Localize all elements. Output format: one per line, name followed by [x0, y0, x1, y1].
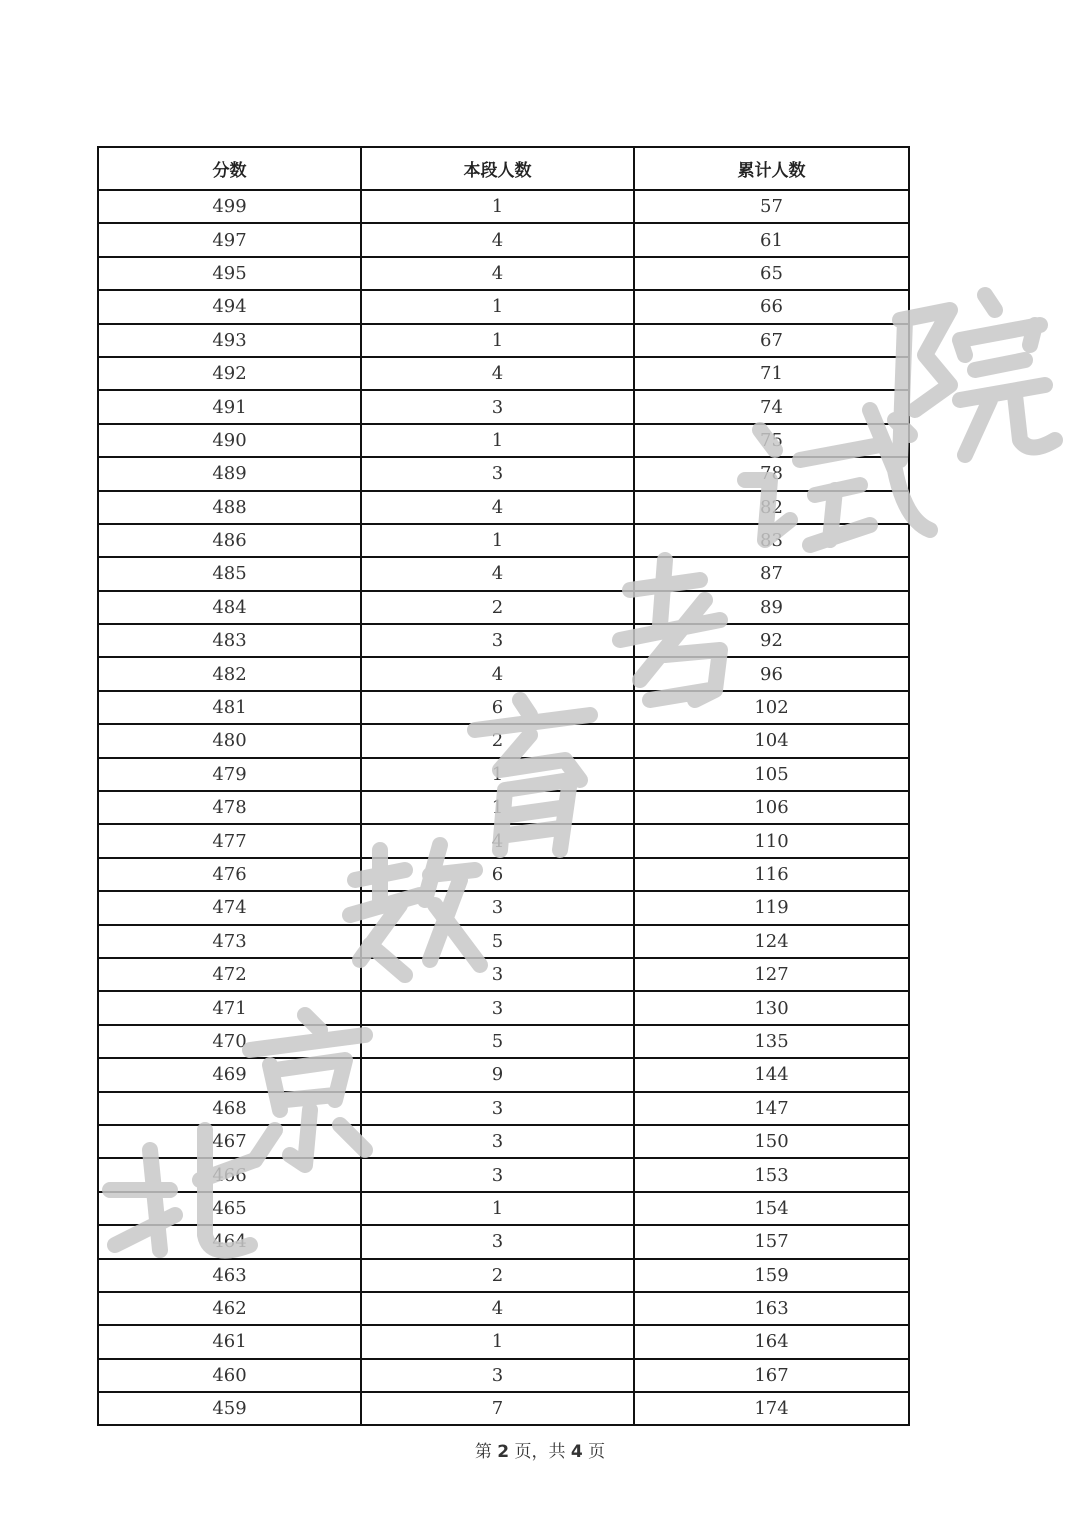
cell-cumulative-count: 104 [634, 724, 909, 757]
cell-cumulative-count: 153 [634, 1158, 909, 1191]
cell-score: 484 [98, 591, 361, 624]
table-row [98, 1225, 909, 1258]
cell-segment-count: 6 [361, 691, 634, 724]
cell-score: 495 [98, 257, 361, 290]
cell-score: 459 [98, 1392, 361, 1425]
cell-segment-count: 3 [361, 1092, 634, 1125]
score-table [97, 146, 910, 1426]
cell-segment-count: 1 [361, 290, 634, 323]
cell-score: 491 [98, 390, 361, 423]
cell-score: 490 [98, 424, 361, 457]
table-row [98, 991, 909, 1024]
cell-cumulative-count: 130 [634, 991, 909, 1024]
table-row [98, 925, 909, 958]
cell-cumulative-count: 66 [634, 290, 909, 323]
cell-cumulative-count: 61 [634, 223, 909, 256]
cell-segment-count: 4 [361, 257, 634, 290]
cell-cumulative-count: 83 [634, 524, 909, 557]
table-row [98, 324, 909, 357]
cell-cumulative-count: 78 [634, 457, 909, 490]
cell-segment-count: 1 [361, 524, 634, 557]
table-row [98, 290, 909, 323]
footer-suffix: 页 [588, 1442, 606, 1462]
table-row [98, 591, 909, 624]
table-header-row [98, 147, 909, 190]
table-row [98, 457, 909, 490]
cell-score: 476 [98, 858, 361, 891]
cell-segment-count: 3 [361, 1158, 634, 1191]
cell-segment-count: 1 [361, 791, 634, 824]
cell-segment-count: 1 [361, 324, 634, 357]
cell-segment-count: 4 [361, 223, 634, 256]
footer-middle: 页，共 [514, 1442, 566, 1462]
cell-cumulative-count: 174 [634, 1392, 909, 1425]
footer-prefix: 第 [474, 1442, 492, 1462]
footer-page-number: 2 [497, 1442, 510, 1462]
footer-total-pages: 4 [570, 1442, 583, 1462]
cell-score: 497 [98, 223, 361, 256]
cell-cumulative-count: 87 [634, 557, 909, 590]
cell-segment-count: 5 [361, 925, 634, 958]
table-row [98, 1158, 909, 1191]
table-row [98, 1392, 909, 1425]
cell-segment-count: 1 [361, 1325, 634, 1358]
cell-score: 461 [98, 1325, 361, 1358]
cell-score: 481 [98, 691, 361, 724]
cell-score: 466 [98, 1158, 361, 1191]
table-row [98, 424, 909, 457]
cell-cumulative-count: 150 [634, 1125, 909, 1158]
cell-score: 463 [98, 1259, 361, 1292]
table-row [98, 1125, 909, 1158]
cell-score: 499 [98, 190, 361, 223]
cell-segment-count: 9 [361, 1058, 634, 1091]
cell-score: 474 [98, 891, 361, 924]
cell-score: 483 [98, 624, 361, 657]
cell-segment-count: 1 [361, 1192, 634, 1225]
table-body [98, 190, 909, 1425]
table-row [98, 357, 909, 390]
cell-cumulative-count: 82 [634, 491, 909, 524]
cell-score: 479 [98, 758, 361, 791]
cell-segment-count: 3 [361, 891, 634, 924]
cell-cumulative-count: 92 [634, 624, 909, 657]
cell-cumulative-count: 96 [634, 657, 909, 690]
table-row [98, 491, 909, 524]
cell-cumulative-count: 67 [634, 324, 909, 357]
cell-score: 462 [98, 1292, 361, 1325]
cell-segment-count: 4 [361, 824, 634, 857]
cell-cumulative-count: 124 [634, 925, 909, 958]
cell-score: 470 [98, 1025, 361, 1058]
cell-segment-count: 1 [361, 424, 634, 457]
cell-score: 473 [98, 925, 361, 958]
cell-segment-count: 3 [361, 624, 634, 657]
cell-cumulative-count: 147 [634, 1092, 909, 1125]
cell-score: 472 [98, 958, 361, 991]
cell-segment-count: 5 [361, 1025, 634, 1058]
cell-cumulative-count: 71 [634, 357, 909, 390]
cell-score: 485 [98, 557, 361, 590]
cell-score: 493 [98, 324, 361, 357]
cell-segment-count: 4 [361, 657, 634, 690]
cell-cumulative-count: 135 [634, 1025, 909, 1058]
table-row [98, 524, 909, 557]
cell-score: 471 [98, 991, 361, 1024]
table-row [98, 1292, 909, 1325]
cell-score: 468 [98, 1092, 361, 1125]
cell-cumulative-count: 127 [634, 958, 909, 991]
cell-score: 480 [98, 724, 361, 757]
table-row [98, 624, 909, 657]
cell-cumulative-count: 106 [634, 791, 909, 824]
cell-score: 482 [98, 657, 361, 690]
cell-cumulative-count: 74 [634, 390, 909, 423]
cell-score: 460 [98, 1359, 361, 1392]
cell-segment-count: 1 [361, 758, 634, 791]
header-cumulative-count: 累计人数 [634, 147, 909, 190]
table-row [98, 1025, 909, 1058]
cell-segment-count: 3 [361, 390, 634, 423]
header-segment-count: 本段人数 [361, 147, 634, 190]
cell-cumulative-count: 144 [634, 1058, 909, 1091]
table-row [98, 691, 909, 724]
cell-segment-count: 3 [361, 1225, 634, 1258]
cell-segment-count: 3 [361, 457, 634, 490]
cell-cumulative-count: 65 [634, 257, 909, 290]
cell-cumulative-count: 57 [634, 190, 909, 223]
cell-segment-count: 3 [361, 991, 634, 1024]
table-row [98, 858, 909, 891]
cell-score: 494 [98, 290, 361, 323]
cell-cumulative-count: 110 [634, 824, 909, 857]
page-footer [0, 1437, 1080, 1462]
cell-segment-count: 1 [361, 190, 634, 223]
cell-score: 489 [98, 457, 361, 490]
cell-score: 465 [98, 1192, 361, 1225]
cell-cumulative-count: 154 [634, 1192, 909, 1225]
table-row [98, 791, 909, 824]
cell-score: 464 [98, 1225, 361, 1258]
cell-segment-count: 4 [361, 557, 634, 590]
cell-score: 478 [98, 791, 361, 824]
table-row [98, 758, 909, 791]
table-row [98, 223, 909, 256]
table-row [98, 1359, 909, 1392]
header-score: 分数 [98, 147, 361, 190]
cell-score: 477 [98, 824, 361, 857]
cell-segment-count: 7 [361, 1392, 634, 1425]
cell-segment-count: 2 [361, 591, 634, 624]
cell-cumulative-count: 167 [634, 1359, 909, 1392]
cell-score: 488 [98, 491, 361, 524]
table-row [98, 1192, 909, 1225]
cell-segment-count: 4 [361, 491, 634, 524]
table-row [98, 390, 909, 423]
table-row [98, 958, 909, 991]
cell-segment-count: 2 [361, 1259, 634, 1292]
table-row [98, 190, 909, 223]
cell-segment-count: 3 [361, 1125, 634, 1158]
cell-segment-count: 2 [361, 724, 634, 757]
table-row [98, 1058, 909, 1091]
cell-cumulative-count: 102 [634, 691, 909, 724]
table-row [98, 657, 909, 690]
cell-score: 469 [98, 1058, 361, 1091]
cell-cumulative-count: 89 [634, 591, 909, 624]
table-row [98, 257, 909, 290]
cell-segment-count: 4 [361, 1292, 634, 1325]
table-row [98, 1259, 909, 1292]
cell-cumulative-count: 164 [634, 1325, 909, 1358]
cell-cumulative-count: 163 [634, 1292, 909, 1325]
cell-cumulative-count: 105 [634, 758, 909, 791]
cell-cumulative-count: 119 [634, 891, 909, 924]
cell-segment-count: 3 [361, 1359, 634, 1392]
cell-score: 467 [98, 1125, 361, 1158]
table-row [98, 1092, 909, 1125]
cell-cumulative-count: 116 [634, 858, 909, 891]
cell-segment-count: 3 [361, 958, 634, 991]
table-row [98, 824, 909, 857]
table-row [98, 724, 909, 757]
cell-score: 492 [98, 357, 361, 390]
cell-cumulative-count: 75 [634, 424, 909, 457]
cell-score: 486 [98, 524, 361, 557]
table-row [98, 557, 909, 590]
cell-cumulative-count: 159 [634, 1259, 909, 1292]
table-row [98, 891, 909, 924]
cell-cumulative-count: 157 [634, 1225, 909, 1258]
table-row [98, 1325, 909, 1358]
cell-segment-count: 4 [361, 357, 634, 390]
cell-segment-count: 6 [361, 858, 634, 891]
